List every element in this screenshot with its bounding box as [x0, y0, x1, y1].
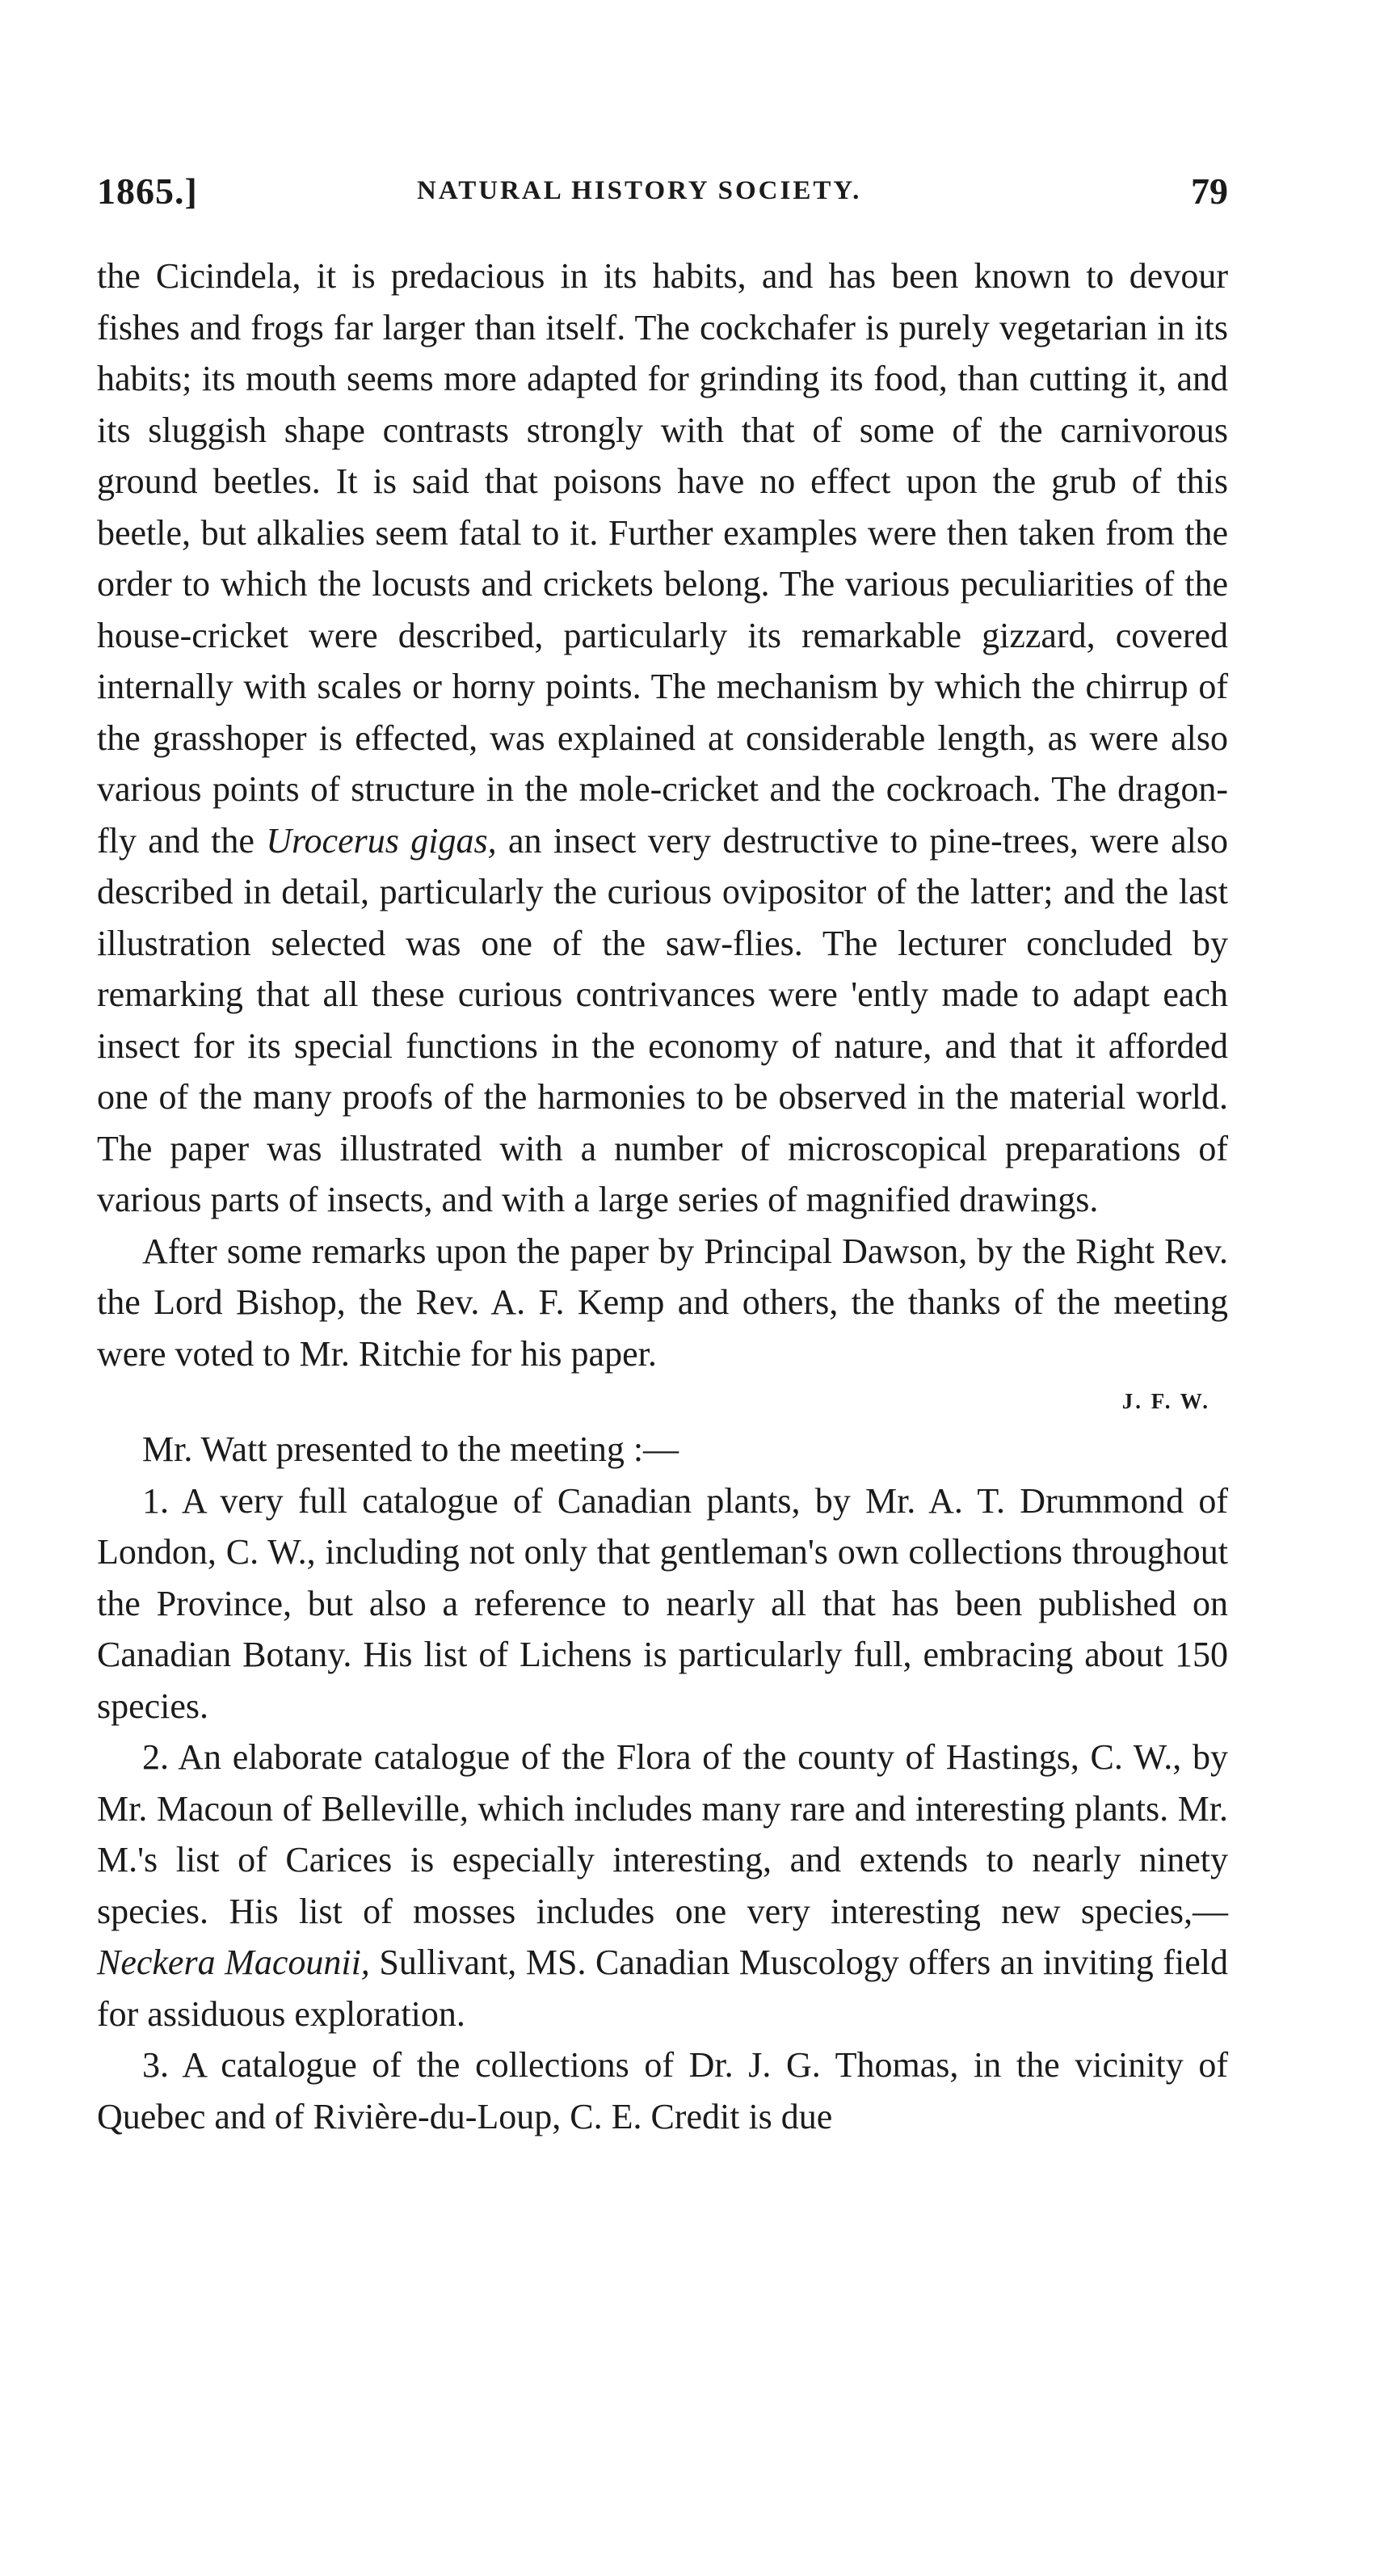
species-name-italic: Urocerus gigas, — [266, 820, 497, 861]
paragraph-thanks: After some remarks upon the paper by Principal Dawson, by the Right Rev. the Lord Bishop, the Rev. A. F. Kemp and others, the thanks of the meeting were voted to Mr. Ritchie for his paper. — [97, 1231, 1228, 1374]
book-page — [97, 170, 1228, 2142]
body-text — [97, 250, 1228, 2142]
paragraph-text: the Cicindela, it is predacious in its habits, and has been known to devour fishes and frogs far larger than itself. The cockchafer is purely vegetarian in its habits; its mouth seems more adapted for grinding its food, than cutting it, and its sluggish shape contrasts strongly with that of some of the carnivorous ground beetles. It is said that poisons have no effect upon the grub of this beetle, but alkalies seem fatal to it. Further examples were then taken from the order to which the locusts and crickets belong. The various peculiarities of the house-cricket were described, particularly its remarkable gizzard, covered internally with scales or horny points. The mechanism by which the chirrup of the grasshoper is effected, was explained at considerable length, as were also various points of structure in the mole-cricket and the cockroach. The dragon-fly and the — [97, 256, 1228, 861]
species-name-italic: Neckera Macounii, — [97, 1943, 370, 1982]
paragraph-text: Sullivant, MS. Canadian Muscology offers an inviting field for assiduous exploration. — [97, 1943, 1229, 2034]
list-item-1: 1. A very full catalogue of Canadian plants, by Mr. A. T. Drummond of London, C. W., including not only that gentleman's own collections throughout the Province, but also a reference to nearly all that has been published on Canadian Botany. His list of Lichens is particularly full, embracing about 150 species. — [97, 1480, 1228, 1726]
author-initials: J. F. W. — [1121, 1389, 1210, 1413]
paragraph-text: an insect very destructive to pine-trees, were also described in detail, particularly the curious ovipositor of the latter; and the last illustration selected was one of the saw-flies. The lecturer concluded by remarking that all these curious contrivances were 'ently made to adapt each insect for its special functions in the economy of nature, and that it afforded one of the many proofs of the harmonies to be observed in the material world. The paper was illustrated with a number of microscopical preparations of various parts of insects, and with a large series of magnified drawings. — [97, 820, 1228, 1219]
page-number: 79 — [1191, 170, 1228, 212]
list-item-2 — [97, 1732, 1228, 2039]
running-head-year: 1865.] — [97, 170, 198, 212]
running-head-title: NATURAL HISTORY SOCIETY. — [417, 176, 862, 205]
running-head — [97, 170, 1228, 218]
paragraph-lecture-continuation — [97, 250, 1228, 1226]
paragraph-text: 2. An elaborate catalogue of the Flora of the county of Hastings, C. W., by Mr. Macoun of Belleville, which includes many rare and interesting plants. Mr. M.'s list of Carices is especially interesting, and extends to nearly ninety species. His list of mosses includes one very interesting new species,— — [97, 1737, 1228, 1931]
list-item-3: 3. A catalogue of the collections of Dr. J. G. Thomas, in the vicinity of Quebec and of Rivière-du-Loup, C. E. Credit is due — [97, 2045, 1228, 2136]
paragraph-presentation-intro: Mr. Watt presented to the meeting :— — [142, 1429, 679, 1469]
